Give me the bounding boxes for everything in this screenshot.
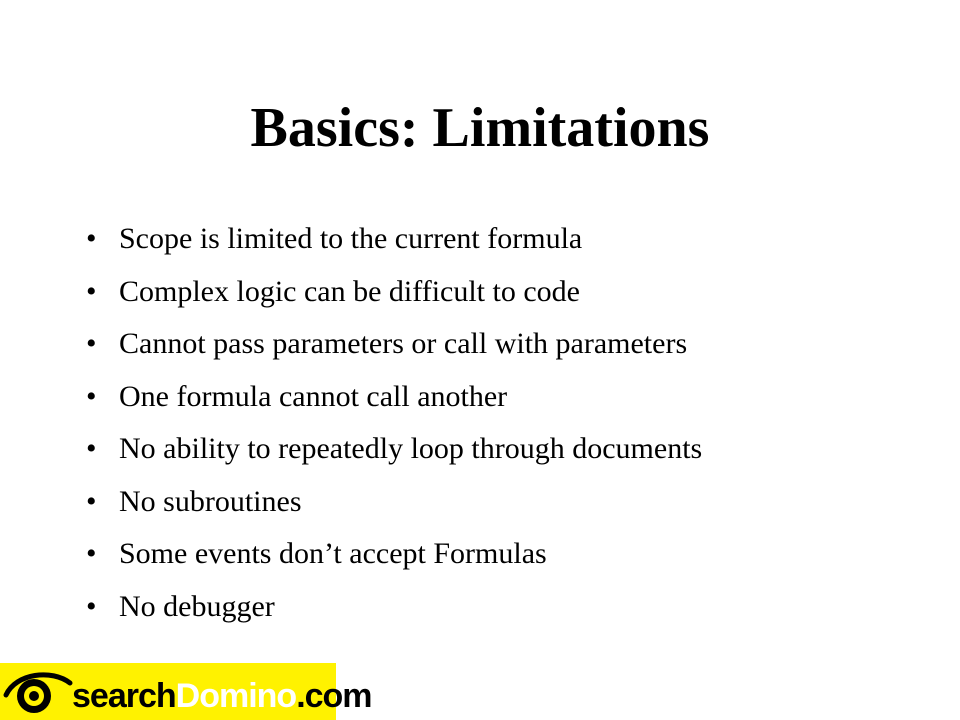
bullet-text: Some events don’t accept Formulas [119, 537, 547, 570]
bullet-item [86, 213, 702, 266]
bullet-icon: • [86, 222, 97, 255]
bullet-item [86, 423, 702, 476]
bullet-text: Cannot pass parameters or call with parameters [119, 327, 688, 360]
slide-title: Basics: Limitations [250, 97, 710, 159]
bullet-item [86, 581, 702, 634]
bullet-text: Scope is limited to the current formula [119, 222, 583, 255]
bullet-icon: • [86, 432, 97, 465]
bullet-icon: • [86, 589, 97, 623]
bullet-item [86, 476, 702, 529]
bullet-item [86, 266, 702, 319]
bullet-text: No ability to repeatedly loop through documents [119, 432, 703, 465]
logo-wordmark [72, 676, 372, 716]
bullet-item [86, 371, 702, 424]
bullet-item [86, 318, 702, 371]
bullet-text: Complex logic can be difficult to code [119, 274, 580, 308]
bullet-text: One formula cannot call another [119, 379, 508, 413]
eye-icon [2, 665, 74, 719]
logo-tld-text: .com [296, 677, 372, 715]
bullet-item [86, 528, 702, 581]
bullet-icon: • [86, 274, 97, 308]
bullet-icon: • [86, 537, 97, 570]
bullet-text: No debugger [119, 589, 275, 623]
logo-domino-text: Domino [175, 677, 297, 715]
bullet-icon: • [86, 484, 97, 518]
bullet-icon: • [86, 379, 97, 413]
bullet-list [86, 213, 702, 633]
searchdomino-logo [0, 663, 372, 720]
bullet-icon: • [86, 327, 97, 360]
bullet-text: No subroutines [119, 484, 302, 518]
logo-search-text: search [72, 677, 176, 715]
